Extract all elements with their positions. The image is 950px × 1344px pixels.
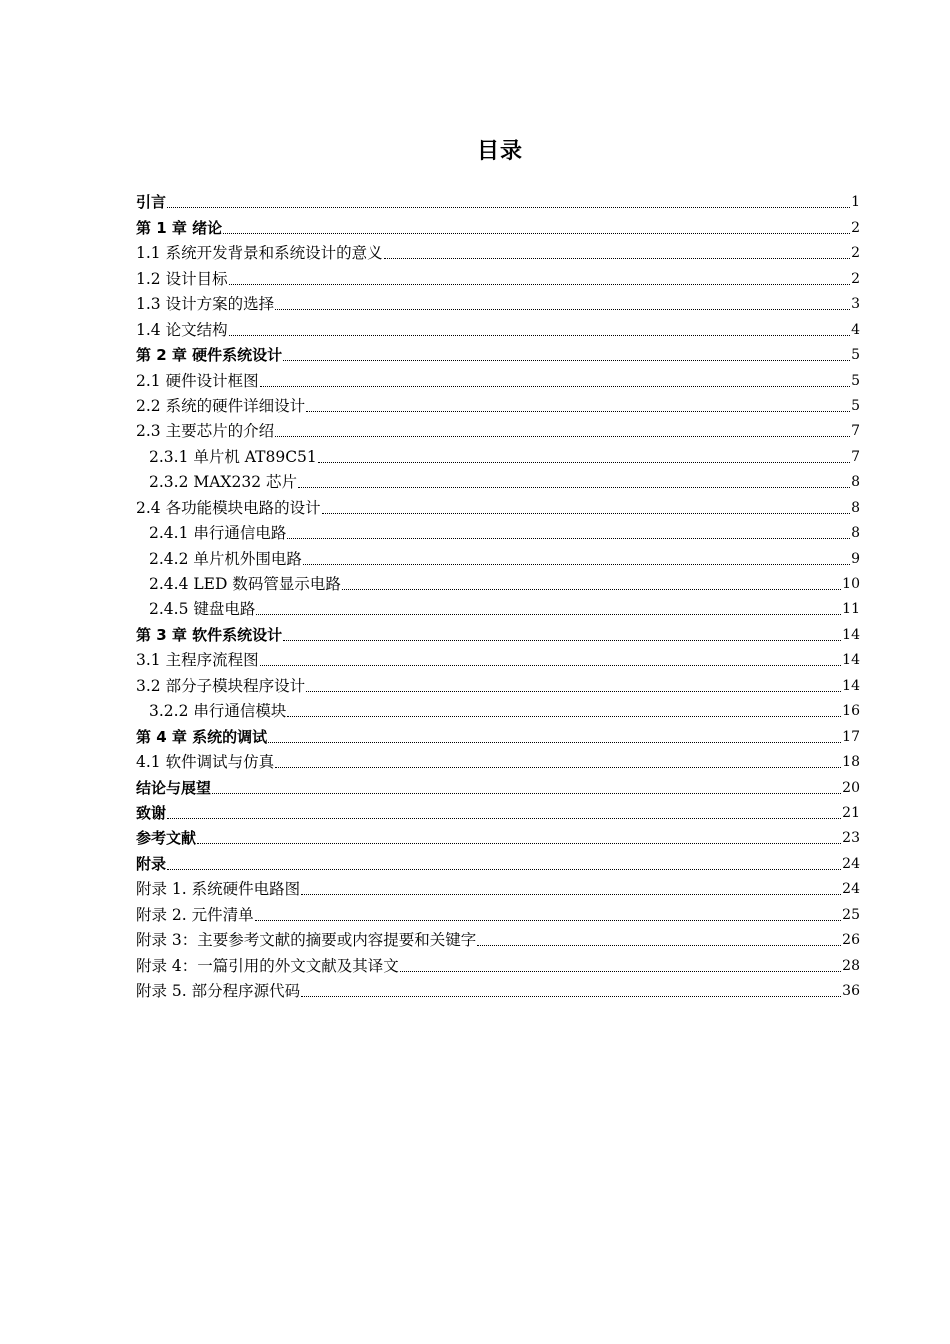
- toc-entry[interactable]: [136, 696, 860, 721]
- toc-entry[interactable]: [136, 263, 860, 288]
- toc-title: 目录: [476, 139, 523, 164]
- toc-entry[interactable]: [136, 441, 860, 466]
- toc-entry-label: 附录 5. 部分程序源代码: [136, 982, 301, 1000]
- dot-leader: [400, 970, 841, 972]
- toc-entry-page-number: 7: [851, 423, 860, 440]
- toc-entry-label: 2.4.2 单片机外围电路: [149, 549, 302, 568]
- toc-entry-label: 1.3 设计方案的选择: [136, 295, 275, 314]
- dot-leader: [229, 283, 851, 285]
- toc-entry-page-number: 21: [842, 804, 860, 821]
- toc-entry-page-number: 5: [851, 397, 860, 414]
- dot-leader: [477, 944, 841, 946]
- toc-entry[interactable]: [136, 518, 860, 543]
- toc-entry-page-number: 18: [842, 754, 860, 771]
- toc-entry-label: 2.4.4 LED 数码管显示电路: [149, 575, 341, 593]
- table-of-contents: [136, 187, 860, 1001]
- toc-entry-page-number: 36: [842, 983, 860, 999]
- toc-entry-label: 3.2.2 串行通信模块: [149, 702, 287, 721]
- toc-entry[interactable]: [136, 874, 860, 899]
- toc-entry-label: 2.4 各功能模块电路的设计: [136, 498, 321, 517]
- toc-entry[interactable]: [136, 976, 860, 1001]
- toc-entry-page-number: 5: [851, 372, 860, 389]
- toc-entry-label: 第 1 章 绪论: [136, 218, 223, 237]
- toc-entry[interactable]: [136, 391, 860, 416]
- dot-leader: [260, 664, 842, 666]
- toc-entry-label: 2.2 系统的硬件详细设计: [136, 396, 306, 415]
- toc-entry-page-number: 23: [842, 830, 860, 847]
- toc-entry[interactable]: [136, 899, 860, 924]
- toc-entry-label: 附录: [136, 854, 167, 873]
- toc-entry-label: 2.3 主要芯片的介绍: [136, 422, 275, 441]
- toc-entry-page-number: 4: [851, 321, 860, 338]
- toc-entry[interactable]: [136, 594, 860, 619]
- toc-entry-label: 附录 2. 元件清单: [136, 905, 254, 924]
- toc-entry[interactable]: [136, 569, 860, 594]
- toc-entry-page-number: 2: [851, 219, 860, 236]
- toc-entry-label: 1.4 论文结构: [136, 320, 228, 339]
- toc-entry-label: 第 2 章 硬件系统设计: [136, 346, 283, 365]
- toc-entry-label: 附录 1. 系统硬件电路图: [136, 880, 301, 899]
- toc-entry-label: 2.3.2 MAX232 芯片: [149, 473, 297, 492]
- toc-entry[interactable]: [136, 238, 860, 263]
- dot-leader: [229, 334, 851, 336]
- dot-leader: [275, 308, 850, 310]
- toc-entry-page-number: 8: [851, 525, 860, 542]
- dot-leader: [342, 588, 841, 590]
- toc-entry-label: 参考文献: [136, 829, 197, 848]
- toc-entry-page-number: 28: [842, 957, 860, 974]
- dot-leader: [298, 486, 850, 488]
- toc-entry[interactable]: [136, 798, 860, 823]
- toc-entry-page-number: 24: [842, 881, 860, 898]
- toc-entry-page-number: 16: [842, 703, 860, 720]
- toc-entry[interactable]: [136, 670, 860, 695]
- toc-entry[interactable]: [136, 619, 860, 644]
- toc-entry[interactable]: [136, 645, 860, 670]
- toc-entry-page-number: 2: [851, 270, 860, 287]
- toc-entry-label: 引言: [136, 193, 167, 212]
- toc-entry-label: 第 4 章 系统的调试: [136, 727, 268, 746]
- dot-leader: [275, 435, 850, 437]
- toc-entry-page-number: 10: [842, 576, 860, 592]
- toc-entry[interactable]: [136, 365, 860, 390]
- toc-entry-page-number: 20: [842, 779, 860, 796]
- dot-leader: [301, 995, 841, 997]
- toc-entry[interactable]: [136, 212, 860, 237]
- toc-entry[interactable]: [136, 772, 860, 797]
- toc-entry[interactable]: [136, 492, 860, 517]
- toc-entry[interactable]: [136, 823, 860, 848]
- dot-leader: [306, 410, 850, 412]
- dot-leader: [223, 232, 850, 234]
- toc-entry-page-number: 14: [842, 652, 860, 669]
- toc-entry-page-number: 3: [851, 296, 860, 313]
- dot-leader: [268, 741, 841, 743]
- toc-entry[interactable]: [136, 314, 860, 339]
- dot-leader: [322, 512, 851, 514]
- toc-entry-page-number: 8: [851, 474, 860, 491]
- toc-entry-label: 2.3.1 单片机 AT89C51: [149, 447, 317, 466]
- dot-leader: [255, 919, 842, 921]
- toc-entry[interactable]: [136, 467, 860, 492]
- toc-entry-page-number: 8: [851, 499, 860, 516]
- toc-entry-page-number: 11: [842, 601, 860, 618]
- dot-leader: [303, 563, 850, 565]
- dot-leader: [256, 613, 841, 615]
- toc-entry[interactable]: [136, 187, 860, 212]
- toc-entry-page-number: 17: [842, 728, 860, 745]
- toc-entry-label: 致谢: [136, 803, 167, 822]
- dot-leader: [167, 817, 841, 819]
- toc-entry-page-number: 1: [851, 194, 860, 211]
- toc-entry-page-number: 26: [842, 932, 860, 949]
- toc-entry[interactable]: [136, 340, 860, 365]
- dot-leader: [283, 639, 841, 641]
- toc-entry-label: 第 3 章 软件系统设计: [136, 625, 283, 644]
- dot-leader: [197, 842, 841, 844]
- dot-leader: [283, 359, 850, 361]
- toc-entry-label: 3.1 主程序流程图: [136, 651, 259, 670]
- dot-leader: [167, 206, 850, 208]
- toc-entry[interactable]: [136, 721, 860, 746]
- toc-entry-label: 结论与展望: [136, 778, 212, 797]
- toc-entry-label: 附录 3：主要参考文献的摘要或内容提要和关键字: [136, 931, 477, 950]
- dot-leader: [212, 792, 841, 794]
- toc-entry-page-number: 7: [851, 448, 860, 465]
- toc-entry-label: 2.1 硬件设计框图: [136, 371, 259, 390]
- toc-entry-page-number: 24: [842, 855, 860, 872]
- toc-entry[interactable]: [136, 747, 860, 772]
- toc-entry[interactable]: [136, 925, 860, 950]
- toc-entry-label: 2.4.1 串行通信电路: [149, 524, 287, 543]
- toc-entry-label: 4.1 软件调试与仿真: [136, 753, 275, 772]
- toc-entry[interactable]: [136, 289, 860, 314]
- toc-entry-page-number: 25: [842, 906, 860, 923]
- toc-entry[interactable]: [136, 416, 860, 441]
- dot-leader: [384, 257, 850, 259]
- dot-leader: [167, 868, 841, 870]
- toc-entry-page-number: 14: [842, 626, 860, 643]
- dot-leader: [260, 385, 851, 387]
- toc-entry-page-number: 5: [851, 347, 860, 364]
- toc-entry-page-number: 2: [851, 245, 860, 262]
- dot-leader: [287, 715, 841, 717]
- toc-entry-label: 附录 4：一篇引用的外文文献及其译文: [136, 956, 399, 975]
- toc-entry-label: 1.2 设计目标: [136, 269, 228, 288]
- toc-entry[interactable]: [136, 848, 860, 873]
- dot-leader: [287, 537, 850, 539]
- toc-entry-label: 3.2 部分子模块程序设计: [136, 676, 306, 695]
- toc-entry[interactable]: [136, 543, 860, 568]
- dot-leader: [306, 690, 841, 692]
- toc-entry-label: 1.1 系统开发背景和系统设计的意义: [136, 244, 383, 263]
- dot-leader: [318, 461, 850, 463]
- dot-leader: [301, 893, 841, 895]
- dot-leader: [275, 766, 841, 768]
- toc-entry-page-number: 9: [851, 550, 860, 567]
- toc-entry-label: 2.4.5 键盘电路: [149, 600, 256, 619]
- toc-entry[interactable]: [136, 950, 860, 975]
- toc-entry-page-number: 14: [842, 677, 860, 694]
